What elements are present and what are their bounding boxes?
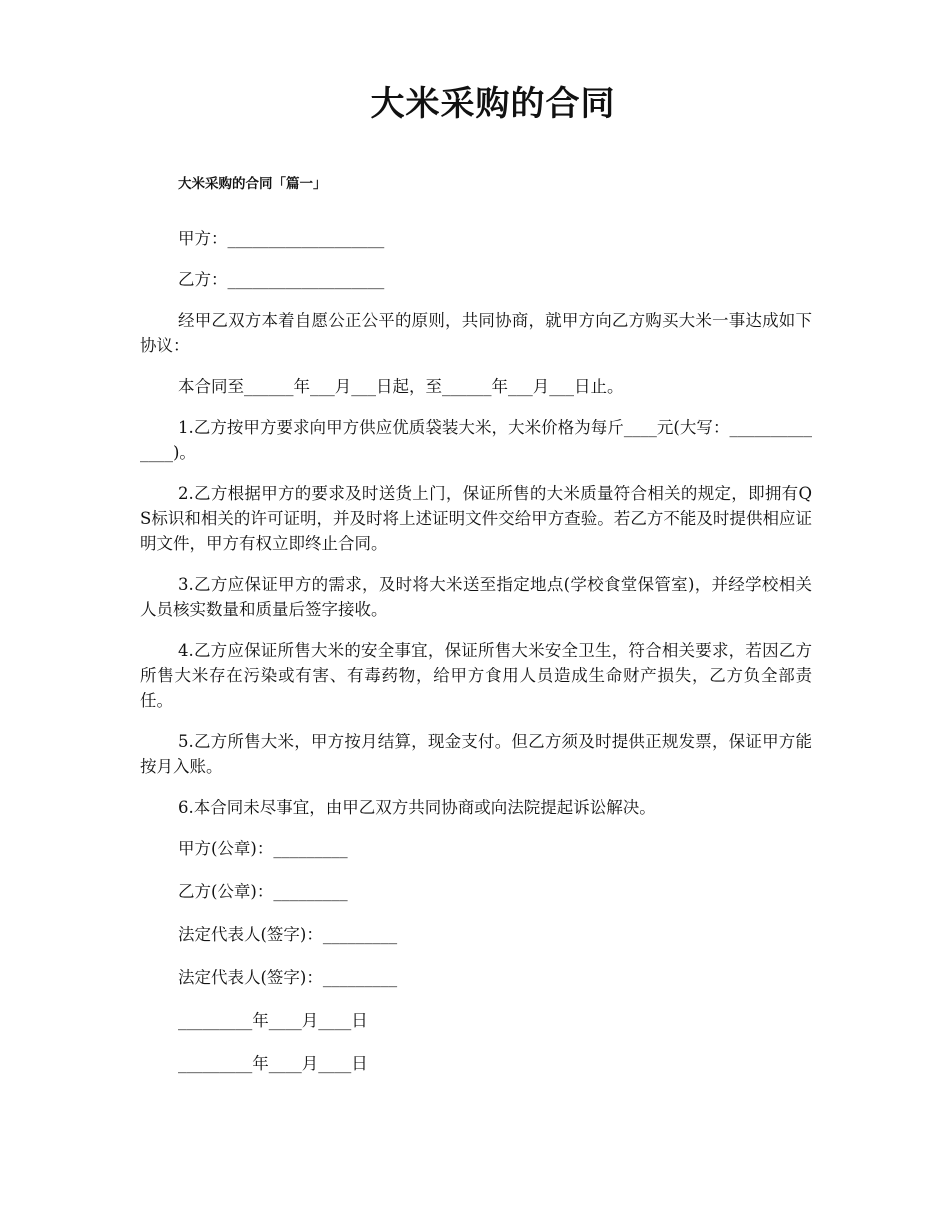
- party-a-line: 甲方：___________________: [178, 229, 385, 248]
- party-b-line: 乙方：___________________: [178, 270, 385, 289]
- section-heading: 大米采购的合同「篇一」: [178, 176, 327, 192]
- document-body: [140, 226, 812, 1094]
- party-b-seal-line: 乙方(公章)：_________: [178, 882, 348, 901]
- contract-term: 本合同至______年___月___日起，至______年___月___日止。: [178, 377, 624, 396]
- agreement-intro: 经甲乙双方本着自愿公正公平的原则，共同协商，就甲方向乙方购买大米一事达成如下协议：: [140, 311, 812, 355]
- clause-4: 4.乙方应保证所售大米的安全事宜，保证所售大米安全卫生，符合相关要求，若因乙方所售大米存在污染或有害、有毒药物，给甲方食用人员造成生命财产损失，乙方负全部责任。: [140, 641, 812, 710]
- clause-2: 2.乙方根据甲方的要求及时送货上门，保证所售的大米质量符合相关的规定，即拥有QS标识和相关的许可证明，并及时将上述证明文件交给甲方查验。若乙方不能及时提供相应证明文件，甲方有权立即终止合同。: [140, 484, 812, 553]
- clause-1: 1.乙方按甲方要求向甲方供应优质袋装大米，大米价格为每斤____元(大写：______________)。: [140, 418, 812, 462]
- date-line-b: _________年____月____日: [178, 1054, 368, 1073]
- legal-rep-signature-a: 法定代表人(签字)：_________: [178, 925, 398, 944]
- clause-6: 6.本合同未尽事宜，由甲乙双方共同协商或向法院提起诉讼解决。: [178, 798, 656, 817]
- legal-rep-signature-b: 法定代表人(签字)：_________: [178, 968, 398, 987]
- clause-5: 5.乙方所售大米，甲方按月结算，现金支付。但乙方须及时提供正规发票，保证甲方能按月入账。: [140, 732, 812, 776]
- clause-3: 3.乙方应保证甲方的需求，及时将大米送至指定地点(学校食堂保管室)，并经学校相关人员核实数量和质量后签字接收。: [140, 575, 812, 619]
- date-line-a: _________年____月____日: [178, 1011, 368, 1030]
- party-a-seal-line: 甲方(公章)：_________: [178, 839, 348, 858]
- document-title: 大米采购的合同: [370, 84, 616, 124]
